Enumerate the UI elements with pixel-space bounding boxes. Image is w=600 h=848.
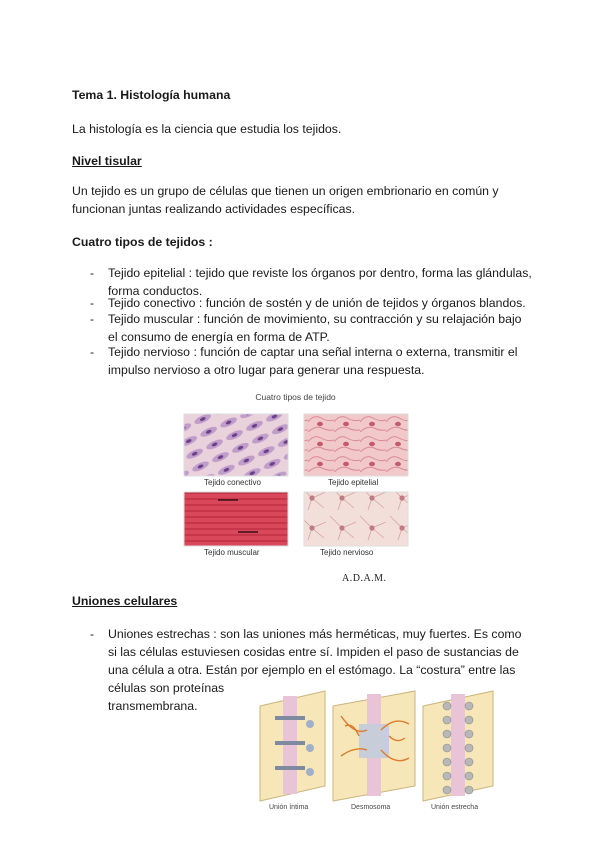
list-item-line: transmembrana. [108, 699, 198, 713]
junction-panel-1 [260, 691, 325, 801]
list-item-line: Tejido epitelial : tejido que reviste los órganos por dentro, forma las glándulas, [108, 266, 532, 280]
epithelial-tissue-image [304, 414, 408, 476]
list-item: - Tejido muscular : función de movimiento, su contracción y su relajación bajo el consumo de energía en forma de ATP. [90, 310, 550, 347]
list-item-line: forma conductos. [108, 284, 203, 298]
label-connective: Tejido conectivo [204, 478, 261, 487]
list-item-line: Uniones estrechas : son las uniones más herméticas, muy fuertes. Es como [108, 627, 522, 641]
list-item: - Tejido nervioso : función de captar una señal interna o externa, transmitir el impulso nervioso a otro lugar para generar una respuesta. [90, 343, 550, 380]
list-item-line: células son proteínas [108, 681, 225, 695]
section-title-nivel-tisular: Nivel tisular [72, 154, 142, 168]
list-item-line: el consumo de energía en forma de ATP. [108, 330, 330, 344]
list-item: - Tejido epitelial : tejido que reviste los órganos por dentro, forma las glándulas, forma conductos. [90, 264, 550, 301]
junction-label-3: Unión estrecha [431, 804, 479, 811]
nervous-tissue-image [304, 492, 408, 546]
list-item-line: Tejido nervioso : función de captar una señal interna o externa, transmitir el [108, 345, 518, 359]
intro-text: La histología es la ciencia que estudia los tejidos. [72, 122, 342, 136]
section-title-uniones: Uniones celulares [72, 594, 178, 608]
list-item-line: si las células estuviesen cosidas entre sí. Impiden el paso de sustancias de [108, 645, 519, 659]
tejido-definition-line1: Un tejido es un grupo de células que tienen un origen embrionario en común y [72, 184, 499, 198]
junctions-illustration [255, 686, 498, 804]
cell-junctions-figure [255, 686, 498, 816]
list-item-line: impulso nervioso a otro lugar para generar una respuesta. [108, 363, 425, 377]
junction-panel-3 [423, 691, 493, 801]
junction-panel-2 [333, 691, 415, 801]
list-item-line: una célula a otra. Están por ejemplo en el estómago. La “costura” entre las [108, 663, 516, 677]
tejido-definition-line2: funcionan juntas realizando actividades específicas. [72, 202, 356, 216]
adam-credit: A.D.A.M. [342, 573, 387, 584]
junction-label-2: Desmosoma [351, 804, 391, 811]
tissue-types-figure [178, 392, 413, 564]
list-item-line: Tejido muscular : función de movimiento, su contracción y su relajación bajo [108, 312, 522, 326]
label-epithelial: Tejido epitelial [328, 478, 379, 487]
section-title-tipos-tejidos: Cuatro tipos de tejidos : [72, 235, 213, 249]
label-nervous: Tejido nervioso [320, 548, 374, 557]
label-muscle: Tejido muscular [204, 548, 260, 557]
list-item-line: Tejido conectivo : función de sostén y de unión de tejidos y órganos blandos. [108, 296, 526, 310]
list-item: - Uniones estrechas : son las uniones más herméticas, muy fuertes. Es como si las células estuviesen cosidas entre sí. Impiden el paso de sustancias de una célula a otra. Están por ejemplo en el estómago. La “costura” entre las células son proteínas transmembrana. [90, 625, 550, 720]
list-item: - Tejido conectivo : función de sostén y de unión de tejidos y órganos blandos. [90, 294, 550, 313]
page-title: Tema 1. Histología humana [72, 88, 231, 102]
junction-label-1: Unión íntima [269, 804, 309, 811]
connective-tissue-image [184, 414, 288, 476]
figure-title: Cuatro tipos de tejido [255, 392, 336, 402]
